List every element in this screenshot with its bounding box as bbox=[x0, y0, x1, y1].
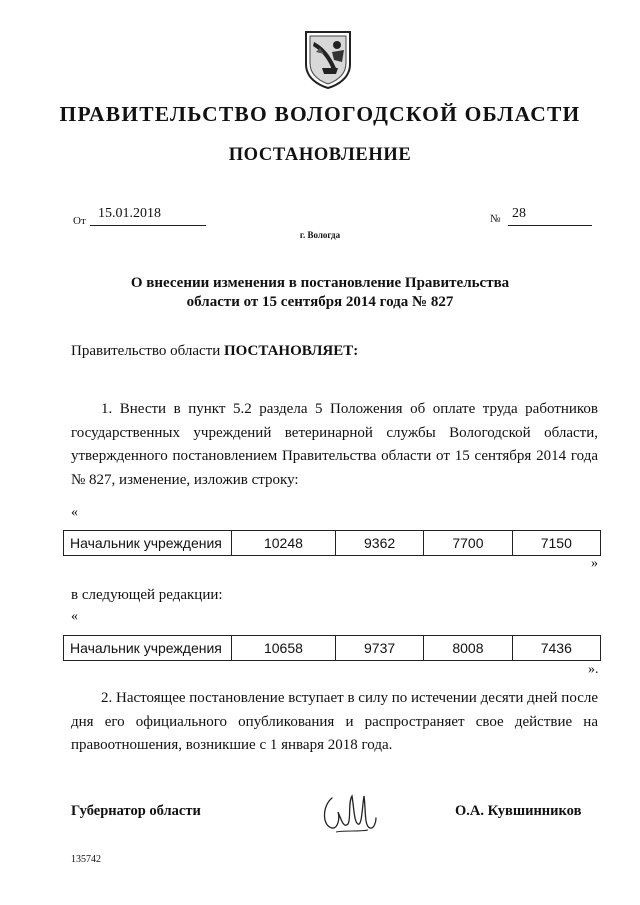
registration-number: 135742 bbox=[71, 854, 101, 865]
paragraph-1: 1. Внести в пункт 5.2 раздела 5 Положения об оплате труда работников государственных учреждений ветеринарной службы Вологодской области, утвержденного постановлением Правительства области от 15 сентября 2014 года № 827, изменение, изложив строку: bbox=[71, 401, 598, 488]
subject-line-1: О внесении изменения в постановление Правительства bbox=[130, 275, 510, 291]
subject-line-2: области от 15 сентября 2014 года № 827 bbox=[186, 294, 454, 310]
document-subject bbox=[0, 274, 640, 312]
quote-close-2: ». bbox=[588, 662, 599, 677]
paragraph-2: 2. Настоящее постановление вступает в силу по истечении десяти дней после дня его официального опубликования и распространяет свое действие на правоотношения, возникшие с 1 января 2018 года. bbox=[71, 690, 598, 753]
decree-word: ПОСТАНОВЛЯЕТ: bbox=[223, 343, 359, 359]
document-number: 28 bbox=[508, 206, 592, 226]
quote-open-2: « bbox=[71, 609, 78, 624]
signature-icon bbox=[318, 788, 380, 836]
salary-cell: 7150 bbox=[512, 531, 600, 556]
old-salary-table bbox=[63, 530, 601, 556]
number-label: № bbox=[490, 213, 501, 225]
city: г. Вологда bbox=[299, 230, 341, 240]
new-salary-table bbox=[63, 635, 601, 661]
salary-cell: 7700 bbox=[424, 531, 512, 556]
table-row bbox=[64, 531, 601, 556]
decree-prefix: Правительство области bbox=[71, 343, 221, 359]
government-title: ПРАВИТЕЛЬСТВО ВОЛОГОДСКОЙ ОБЛАСТИ bbox=[59, 102, 581, 126]
in-edition-text: в следующей редакции: bbox=[71, 587, 223, 603]
salary-cell: 10248 bbox=[232, 531, 336, 556]
salary-cell: 9737 bbox=[335, 636, 423, 661]
document-date: 15.01.2018 bbox=[90, 206, 206, 226]
position-cell: Начальник учреждения bbox=[64, 531, 232, 556]
signer-name: О.А. Кувшинников bbox=[455, 803, 582, 819]
quote-close-1: » bbox=[591, 556, 598, 571]
salary-cell: 10658 bbox=[232, 636, 336, 661]
date-label: От bbox=[73, 215, 86, 227]
signer-position: Губернатор области bbox=[71, 803, 201, 819]
salary-cell: 8008 bbox=[424, 636, 512, 661]
salary-cell: 9362 bbox=[335, 531, 423, 556]
position-cell: Начальник учреждения bbox=[64, 636, 232, 661]
quote-open-1: « bbox=[71, 505, 78, 520]
coat-of-arms-icon bbox=[302, 28, 354, 90]
salary-cell: 7436 bbox=[512, 636, 600, 661]
table-row bbox=[64, 636, 601, 661]
document-type: ПОСТАНОВЛЕНИЕ bbox=[228, 145, 412, 165]
decree-statement bbox=[71, 343, 358, 360]
